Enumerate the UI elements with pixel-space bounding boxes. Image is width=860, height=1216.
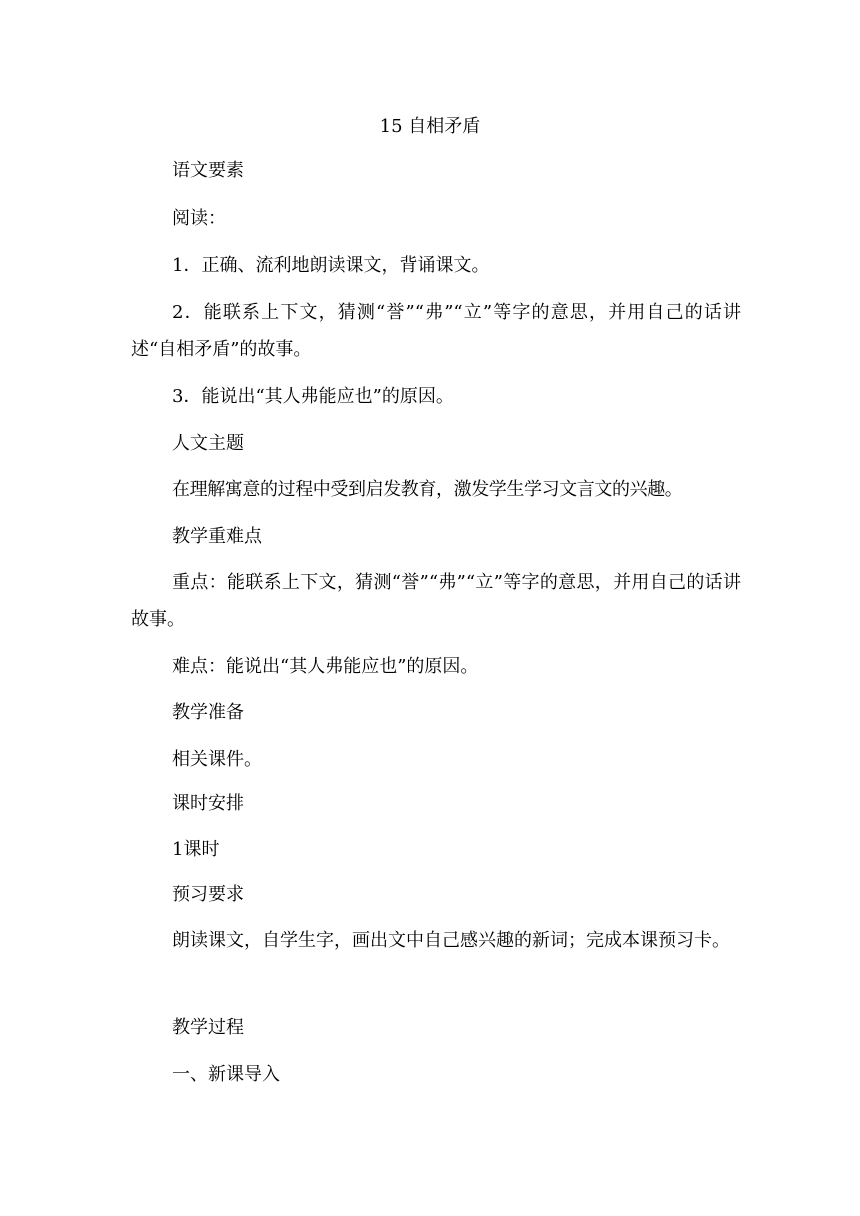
heading-teaching-process: 教学过程 <box>172 1017 244 1038</box>
key-point-text: 重点：能联系上下文，猜测“誉”“弗”“立”等字的意思，并用自己的话讲故事。 <box>131 572 741 630</box>
lesson-title: 15 自相矛盾 <box>379 116 481 137</box>
reading-goal-2: 2．能联系上下文，猜测“誉”“弗”“立”等字的意思，并用自己的话讲述“自相矛盾”的故事。 <box>131 302 741 360</box>
label-reading: 阅读： <box>172 208 226 229</box>
preparation-text: 相关课件。 <box>172 749 262 770</box>
heading-language-elements: 语文要素 <box>172 160 244 181</box>
schedule-text: 1课时 <box>172 839 220 860</box>
difficulty-text: 难点：能说出“其人弗能应也”的原因。 <box>172 656 479 677</box>
heading-preparation: 教学准备 <box>172 702 244 723</box>
preview-text: 朗读课文，自学生字，画出文中自己感兴趣的新词；完成本课预习卡。 <box>172 930 730 951</box>
reading-goal-1: 1．正确、流利地朗读课文，背诵课文。 <box>172 255 490 276</box>
humanistic-theme-text: 在理解寓意的过程中受到启发教育，激发学生学习文言文的兴趣。 <box>172 479 683 500</box>
heading-key-points: 教学重难点 <box>172 526 262 547</box>
reading-goal-3: 3．能说出“其人弗能应也”的原因。 <box>172 386 454 407</box>
heading-preview: 预习要求 <box>172 884 244 905</box>
section-introduction: 一、新课导入 <box>172 1064 280 1085</box>
heading-schedule: 课时安排 <box>172 793 244 814</box>
heading-humanistic-theme: 人文主题 <box>172 433 244 454</box>
